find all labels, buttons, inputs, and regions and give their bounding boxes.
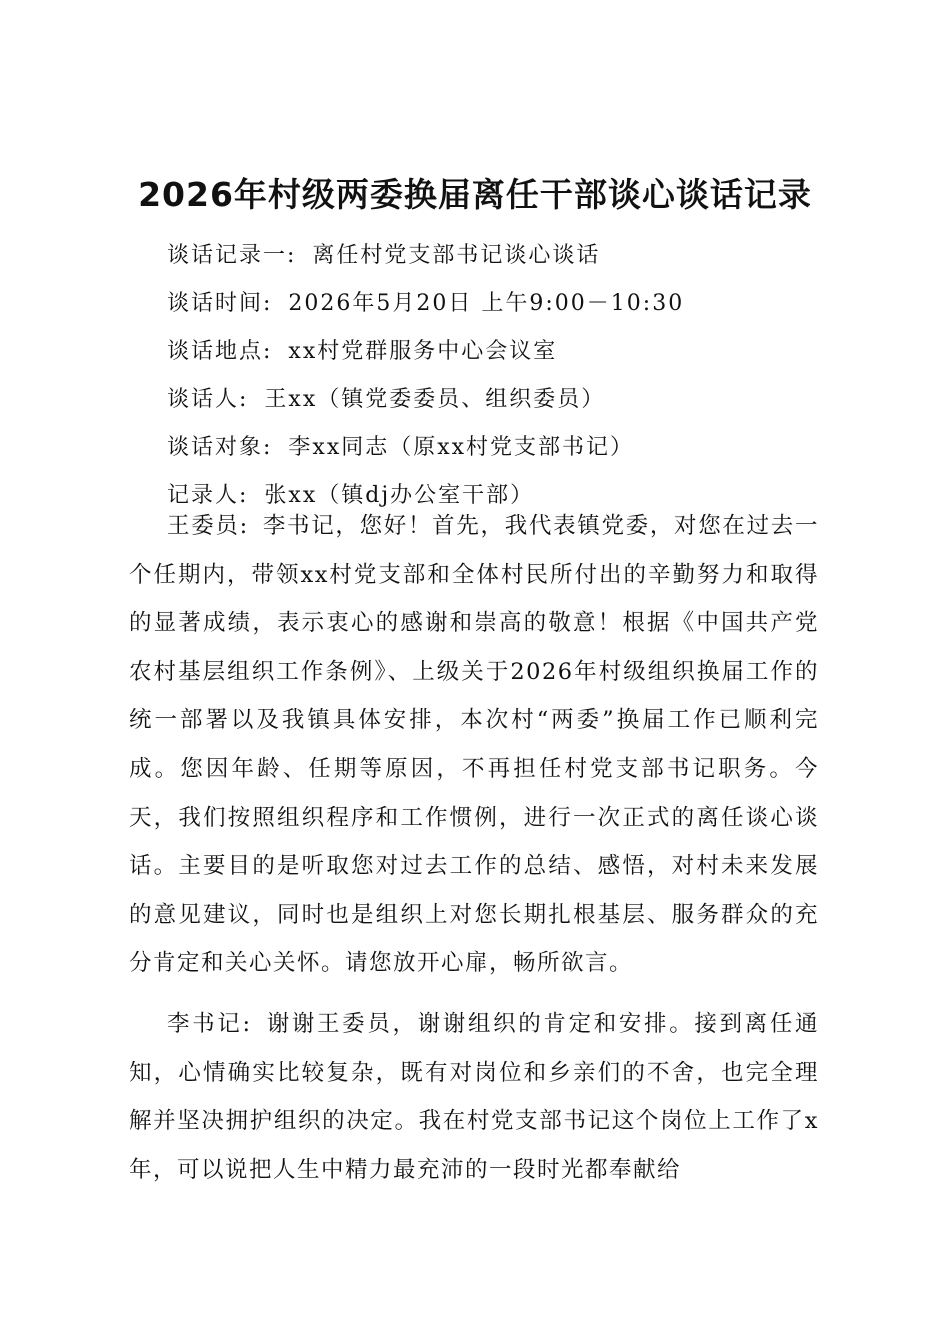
dialogue-paragraph <box>129 1000 819 1194</box>
meta-label: 谈话地点: <box>167 339 273 364</box>
meta-value: 2026年5月20日 上午9:00－10:30 <box>288 291 685 316</box>
paragraph-text: 李书记，您好！首先，我代表镇党委，对您在过去一个任期内，带领xx村党支部和全体村民所付出的辛勤努力和取得的显著成绩，表示衷心的感谢和崇高的敬意！根据《中国共产党农村基层组织工作条例》、上级关于2026年村级组织换届工作的统一部署以及我镇具体安排，本次村“两委”换届工作已顺利完成。您因年龄、任期等原因，不再担任村党支部书记职务。今天，我们按照组织程序和工作惯例，进行一次正式的离任谈心谈话。主要目的是听取您对过去工作的总结、感悟，对村未来发展的意见建议，同时也是组织上对您长期扎根基层、服务群众的充分肯定和关心关怀。请您放开心扉，畅所欲言。 <box>129 513 819 977</box>
dialogue-paragraph <box>129 502 819 988</box>
document-title: 2026年村级两委换届离任干部谈心谈话记录 <box>138 175 812 214</box>
speaker-label: 李书记: <box>167 1011 252 1037</box>
meta-label: 记录人: <box>167 483 249 508</box>
meta-record-line <box>167 232 847 280</box>
meta-value: 张xx（镇dj办公室干部） <box>264 483 535 508</box>
meta-block <box>167 232 847 520</box>
speaker-label: 王委员: <box>167 513 249 539</box>
meta-interviewer-line <box>167 376 847 424</box>
meta-label: 谈话时间: <box>167 291 273 316</box>
meta-time-line <box>167 280 847 328</box>
meta-label: 谈话对象: <box>167 435 273 460</box>
meta-value: xx村党群服务中心会议室 <box>288 339 558 364</box>
meta-value: 王xx（镇党委委员、组织委员） <box>264 387 606 412</box>
meta-label: 谈话人: <box>167 387 249 412</box>
meta-value: 离任村党支部书记谈心谈话 <box>312 243 601 268</box>
meta-location-line <box>167 328 847 376</box>
meta-label: 谈话记录一: <box>167 243 297 268</box>
paragraph-text: 谢谢王委员，谢谢组织的肯定和安排。接到离任通知，心情确实比较复杂，既有对岗位和乡亲们的不舍，也完全理解并坚决拥护组织的决定。我在村党支部书记这个岗位上工作了x年，可以说把人生中精力最充沛的一段时光都奉献给 <box>129 1011 819 1183</box>
meta-value: 李xx同志（原xx村党支部书记） <box>288 435 635 460</box>
meta-interviewee-line <box>167 424 847 472</box>
